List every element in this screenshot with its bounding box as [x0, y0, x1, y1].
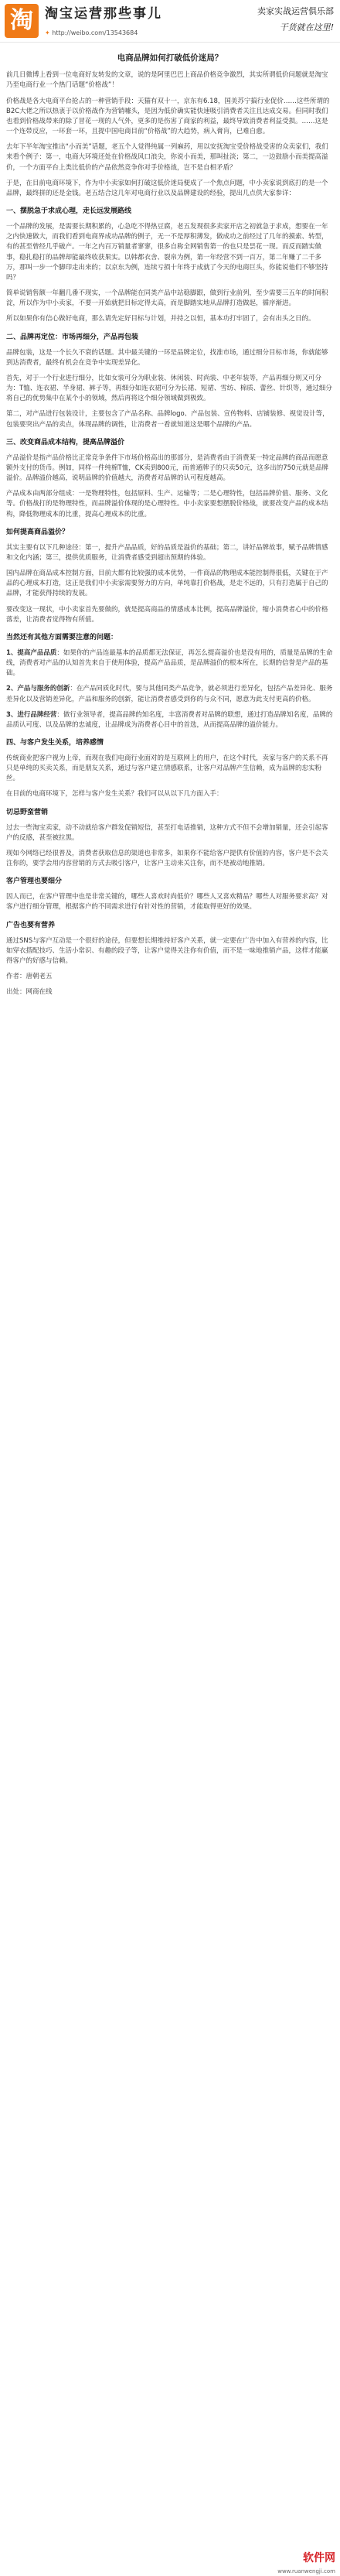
weibo-link[interactable]: http://weibo.com/13543684	[52, 29, 138, 37]
article-meta	[6, 972, 334, 997]
weibo-icon: ✦	[45, 29, 50, 37]
article-content	[0, 43, 340, 997]
section-heading: 当然还有其他方面需要注意的问题：	[6, 633, 118, 641]
sub-point	[6, 684, 334, 704]
intro-paragraph: 去年下半年淘宝推出“小而美”话题，老五个人觉得纯属一列麻药，用以安抚淘宝受价格战受害的众卖家们，我们来看个例子：第一，电商大环境还处在价格战风口浪尖，你说小而美，那叫扯淡；第二，一边鼓励小而美提高溢价，一个方面平台上类比低价的产品依然竞争你对手价格战，岂不是自相矛盾？	[6, 143, 328, 172]
section-paragraph: 所以如果你有信心做好电商，那么请先定好目标与计划，并持之以恒，基本功打牢固了，会有出头之日的。	[6, 315, 315, 323]
article-source: 出处：网商在线	[6, 988, 53, 997]
sub-point	[6, 648, 334, 679]
sub-point-heading: 1、提高产品品质	[6, 648, 57, 657]
section-heading: 如何提高商品溢价？	[6, 528, 70, 536]
sub-point-text: ：做行业领导者，提高品牌的知名度，丰富消费者对品牌的联想，通过打造品牌知名度，品牌的品质认可度、以及品牌的忠诚度，让品牌成为消费者心目中的首选，从而提高品牌的溢价能力。	[6, 710, 333, 729]
section-paragraph: 现如今网络已经很普及，消费者获取信息的渠道也非常多，如果你不能给客户提供有价值的内容，客户是不会关注你的，要学会用内容营销的方式去吸引客户，让客户主动来关注你，而不是被动地推销。	[6, 849, 328, 868]
section-paragraph: 传统商业把客户视为上帝，而现在我们电商行业面对的是互联网上的用户，在这个时代，卖家与客户的关系不再只是单纯的买卖关系，而是朋友关系，通过与客户建立情感联系，让客户对品牌产生信赖，成为品牌的忠实粉丝。	[6, 754, 328, 783]
section-paragraph: 第二，对产品进行包装设计，主要包含了产品名称、品牌logo、产品包装、宣传物料、店铺装修、视觉设计等，包装要突出产品的卖点，体现品牌的调性，让消费者一看就知道这是哪个品牌的产品。	[6, 410, 329, 429]
section-paragraph: 其实主要有以下几种途径：第一，提升产品品质，好的品质是溢价的基础；第二，讲好品牌故事，赋予品牌情感和文化内涵；第三，提供优质服务，让消费者感受到超出预期的体验。	[6, 543, 328, 562]
sub-point	[6, 710, 334, 730]
section-paragraph: 首先，对于一个行业进行细分，比如女装可分为职业装、休闲装、时尚装、中老年装等，产品再细分则又可分为：T恤、连衣裙、半身裙、裤子等，再细分如连衣裙可分为长裙、短裙、雪纺、棉质、蕾丝、针织等，通过细分将自己的优势集中在某个小的领域，然后再将这个细分领域做到极致。	[6, 374, 332, 403]
taobao-logo: 淘	[5, 4, 39, 38]
sub-point-heading: 3、进行品牌经营	[6, 710, 57, 719]
section-paragraph: 国内品牌在商品成本控制方面，目前大都有比较强的成本优势，一件商品的物理成本能控制得很低，关键在于产品的心理成本打造，这正是我们中小卖家需要努力的方向，单纯靠打价格战，是走不远的，只有打造属于自己的品牌，才能获得持续的发展。	[6, 570, 328, 598]
intro-paragraph: 价格战是各大电商平台抢占的一种营销手段：天猫有双十一，京东有6.18，国美苏宁搞行业促价……这些所谓的B2C大佬之所以热衷于以价格战作为营销噱头，是因为低价确实能快速吸引消费者关注且达成交易。但同时我们也看到价格战带来的除了冒花一现的人气外，更多的是伤害了商家的利益，最终导致消费者利益受损。……这是一个连带反应，一环套一环，且提中国电商目前“价格战”的大趋势，病入膏肓，已难自愈。	[6, 97, 330, 136]
section-paragraph: 在目前的电商环境下，怎样与客户发生关系？我们可以从以下几方面入手：	[6, 790, 223, 799]
article-author: 作者：唐朝老五	[6, 973, 53, 981]
section-paragraph: 产品溢价是指产品价格比正常竞争条件下市场价格高出的那部分，是消费者由于消费某一特定品牌的商品而愿意额外支付的货币。例如，同样一件纯棉T恤，CK卖到800元，而普通牌子的只卖50元，这多出的750元就是品牌溢价。品牌溢价越高，说明品牌的价值越大，消费者对品牌的认可程度越高。	[6, 453, 328, 483]
section-heading: 广告也要有营养	[6, 921, 56, 929]
brand-block	[45, 4, 162, 39]
intro-paragraph: 于是，在目前电商环境下，作为中小卖家如何打破这低价迷局便成了一个焦点问题，中小卖家说到底打的是一个品牌，最终拼的还是金钱。老五结合这几年对电商行业以及品牌建设的经验，提出几点供大家参详：	[6, 179, 328, 197]
section-paragraph: 过去一些淘宝卖家，动不动就给客户群发促销短信，甚至打电话推销，这种方式不但不会增加销量，还会引起客户的反感，甚至被拉黑。	[6, 823, 328, 842]
section-heading: 四、与客户发生关系，培养感情	[6, 739, 104, 747]
sub-point-text: ：如果你的产品连最基本的品质都无法保证，再怎么提高溢价也是没有用的，质量是品牌的生命线，消费者对产品的认知首先来自于使用体验，提高产品品质，是品牌溢价的根本所在，长期的信誉是产品的基础。	[6, 648, 333, 678]
watermark-url: www.ruanwengji.com	[277, 2567, 335, 2574]
watermark-site: 软件网	[303, 2552, 335, 2564]
section-paragraph: 因人而已，在客户管理中也是非常关键的，哪些人喜欢时尚低价？哪些人又喜欢精品？哪些人对服务要求高？对客户进行细分管理，根据客户的不同需求进行有针对性的营销，才能取得更好的效果。	[6, 893, 328, 912]
section-heading: 三、改变商品成本结构，提高品牌溢价	[6, 438, 125, 446]
sub-point-text: ：在产品同质化时代，要与其他同类产品竞争，就必须进行差异化，包括产品差异化、服务差异化以及营销差异化，产品和服务的创新，能让消费者感受到你的与众不同，愿意为此支付更高的价格。	[6, 685, 333, 703]
section-paragraph: 产品成本由两部分组成：一是物理特性，包括原料、生产、运输等；二是心理特性，包括品牌价值、服务、文化等。价格战打的是物理特性，而品牌溢价体现的是心理特性。中小卖家要想摆脱价格战，就要改变产品的成本结构，降低物理成本的比重，提高心理成本的比重。	[6, 490, 328, 518]
sub-point-heading: 2、产品与服务的创新	[6, 685, 70, 693]
section-heading: 切忌野蛮营销	[6, 808, 49, 816]
section-paragraph: 通过SNS与客户互动是一个很好的途径，但要想长期维持好客户关系，就一定要在广告中加入有营养的内容，比如穿衣搭配技巧、生活小常识、有趣的段子等，让客户觉得关注你有价值，而不是一味地推销产品，这样才能赢得客户的好感与信赖。	[6, 936, 328, 965]
club-name: 卖家实战运营俱乐部	[257, 6, 334, 16]
section-paragraph: 要改变这一现状，中小卖家首先要做的，就是提高商品的情感成本比例，提高品牌溢价，缩小消费者心中的价格落差，让消费者觉得物有所值。	[6, 605, 328, 624]
article-intro	[6, 70, 334, 199]
club-block	[257, 5, 334, 34]
section-paragraph: 一个品牌的发展，是需要长期积累的，心急吃不得热豆腐，老五发现很多卖家开店之初就急于求成，想要在一年之内快速做大，而我们看到电商界成功品牌的例子，无一不是厚积薄发，做成功之前经过了几年的摸索、转型，有的甚至曾经几乎破产。一年之内百万销量者寥寥，很多自称全网销售第一的也只是昙花一现。而反而踏实做事，稳扎稳打的品牌却能最终收获果实。以韩都衣舍、裂帛为例，第一年经营不到一百万，第二年赚了二千多万，那叫一步一个脚印走出来的；以京东为例，连续亏损十年终于成就了今天的电商巨头，你能说他们不够坚持吗？	[6, 223, 328, 282]
section-heading: 二、品牌再定位：市场再细分，产品再包装	[6, 333, 139, 341]
weibo-url[interactable]	[45, 29, 162, 38]
article-sections	[6, 207, 334, 966]
section-heading: 客户管理也要细分	[6, 877, 63, 886]
slogan: 干货就在这里!	[279, 22, 334, 33]
brand-name: 淘宝运营那些事儿	[45, 6, 162, 22]
section-paragraph: 品牌包装，这是一个长久不衰的话题。其中最关键的一环是品牌定位，找准市场，通过细分目标市场，你就能够到达消费者，最终有机会在竞争中实现差异化。	[6, 348, 328, 367]
article-title: 电商品牌如何打破低价迷局？	[117, 53, 223, 63]
section-heading: 一、摆脱急于求成心理，走长远发展路线	[6, 207, 132, 216]
section-paragraph: 简单说销售额一年翻几番不现实，一个品牌能在同类产品中站稳脚跟，做到行业前列，至少需要三五年的时间积淀，所以作为中小卖家，不要一开始就把目标定得太高，而是脚踏实地从品牌打造做起，循序渐进。	[6, 289, 328, 308]
page-header	[0, 0, 340, 43]
intro-paragraph: 前几日微博上看到一位电商好友转发的文章，说的是阿里巴巴上商品价格竞争激烈，其实所谓低价问题就是淘宝乃至电商行业一个热门话题“价格战”！	[6, 71, 328, 90]
